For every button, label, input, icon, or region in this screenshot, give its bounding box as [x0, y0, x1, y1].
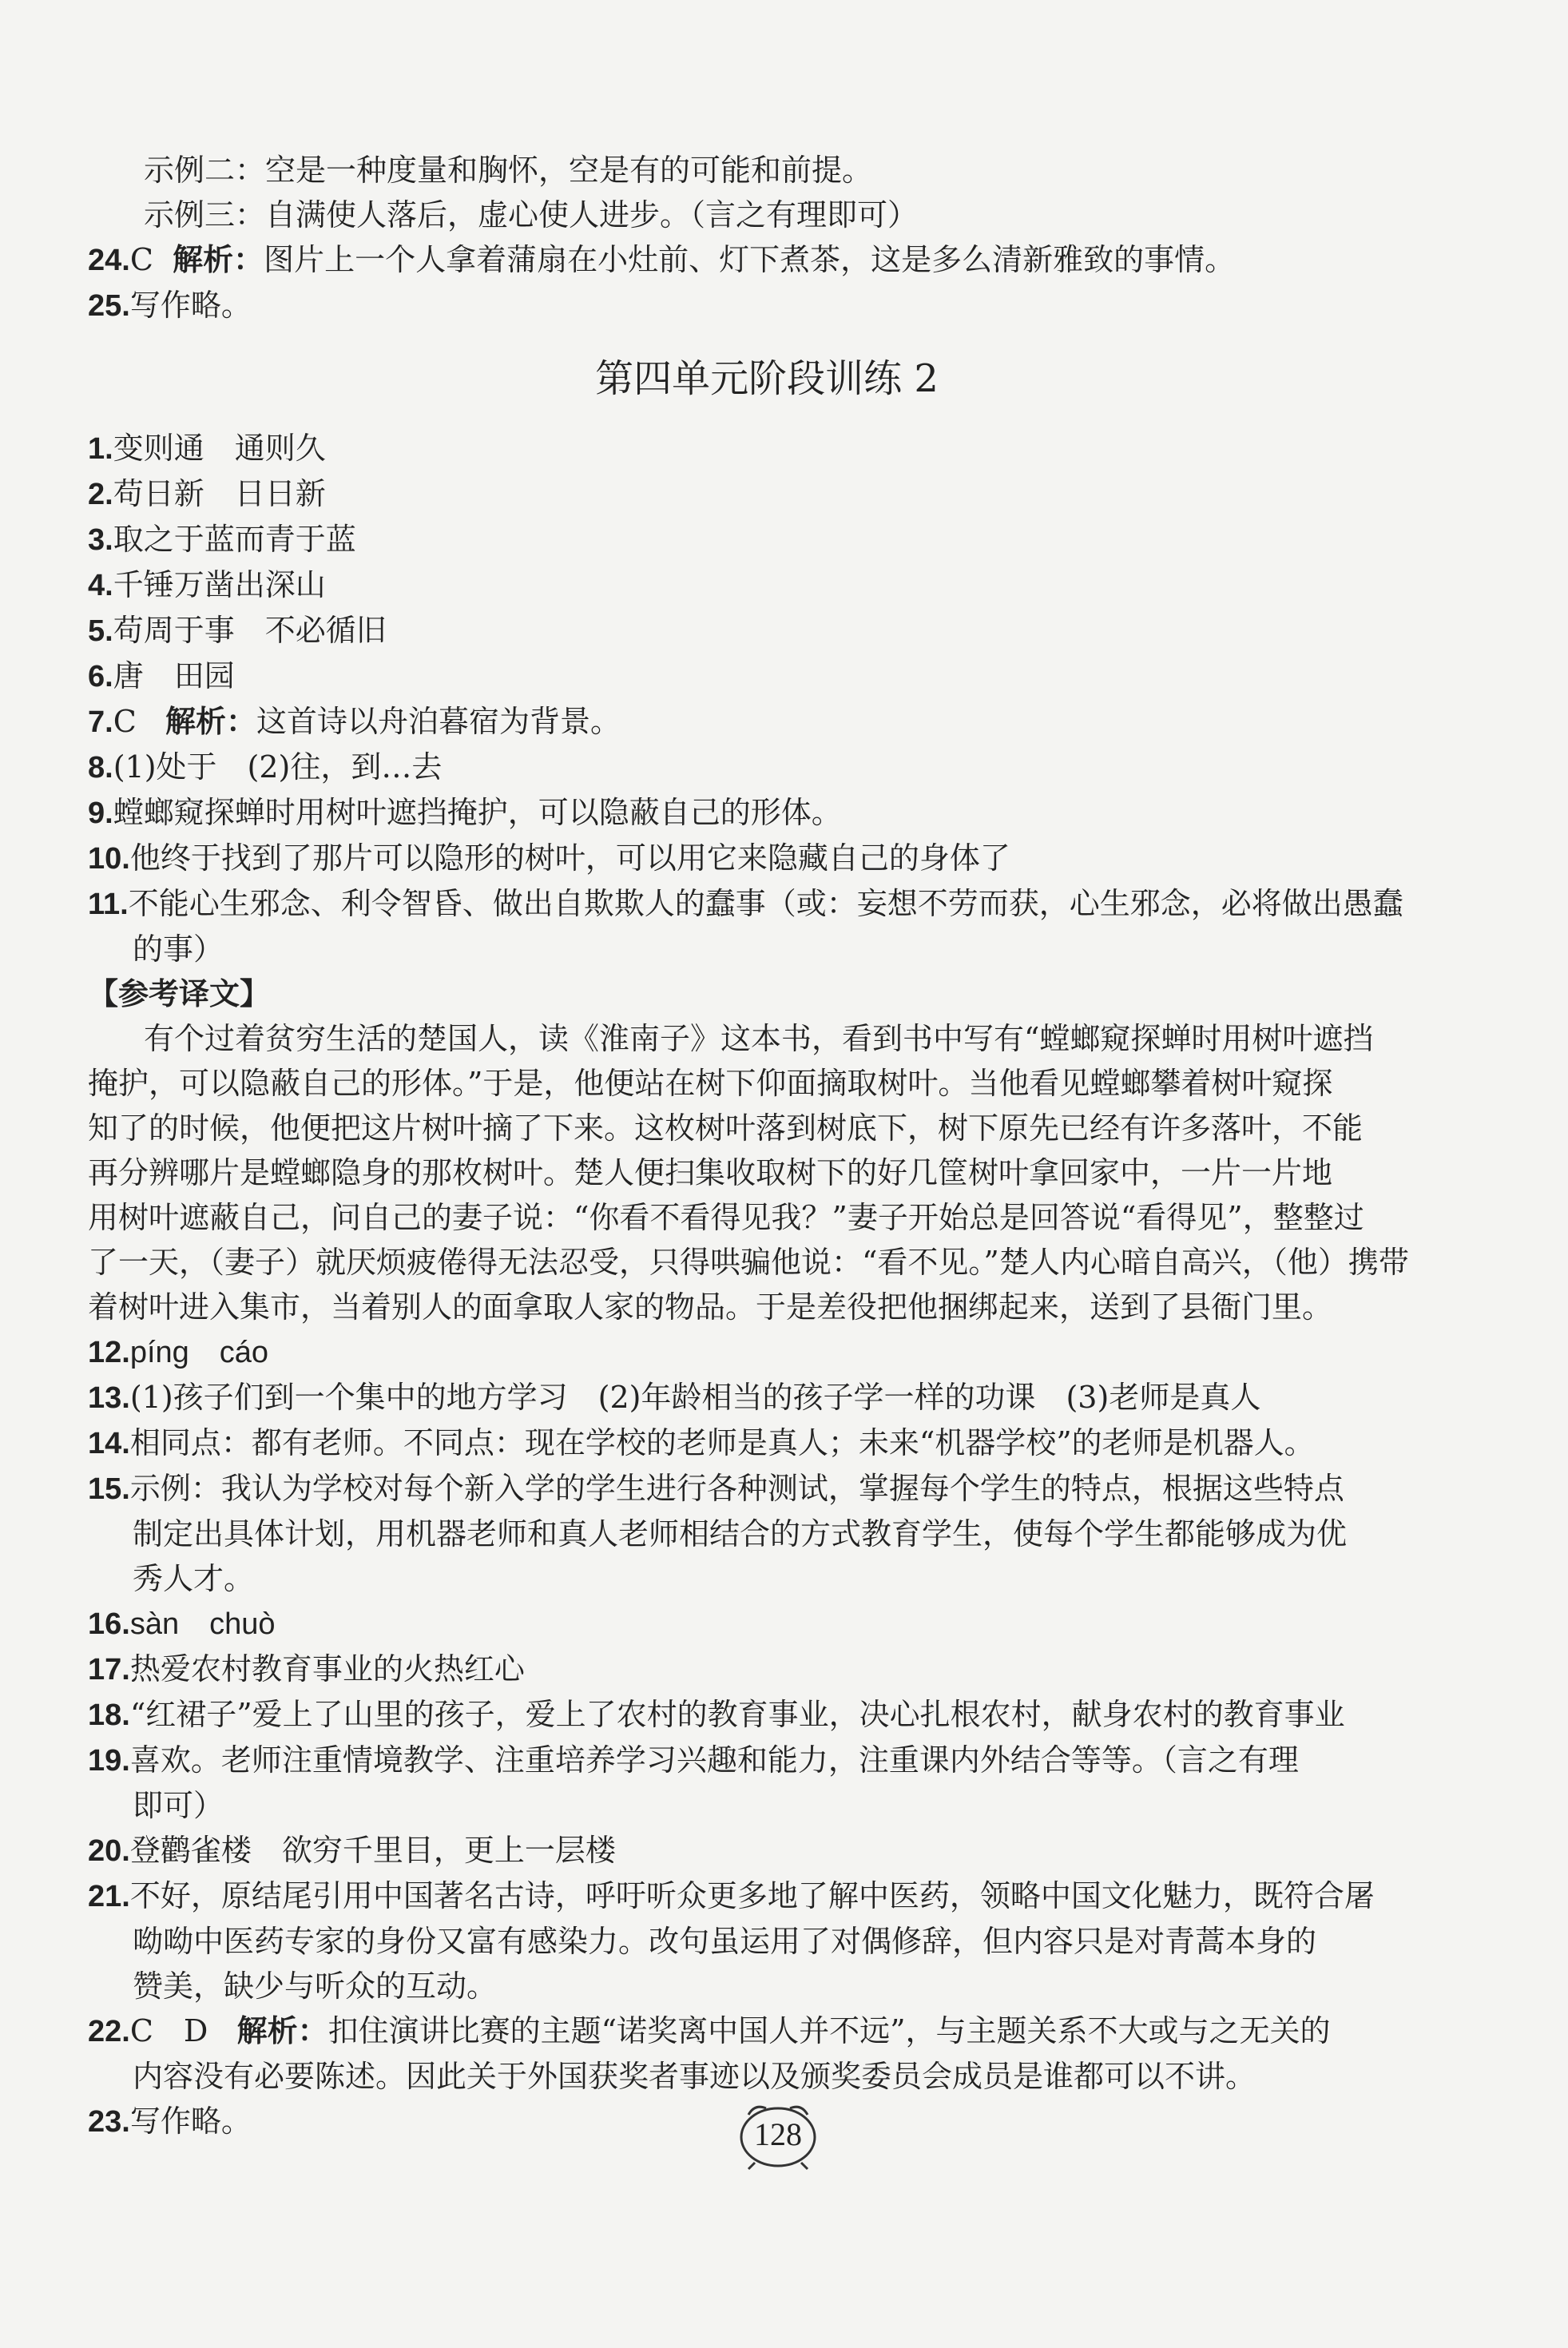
item-number: 21.	[88, 1880, 130, 1913]
item-text: (1)孩子们到一个集中的地方学习 (2)年龄相当的孩子学一样的功课 (3)老师是真人	[129, 1380, 1261, 1415]
list-item	[88, 654, 1446, 699]
item-number: 23.	[88, 2105, 130, 2139]
item-number: 18.	[88, 1698, 130, 1732]
item-line: 呦呦中医药专家的身份又富有感染力。改句虽运用了对偶修辞，但内容只是对青蒿本身的	[133, 1924, 1317, 1959]
answer-choice: C D	[129, 2013, 208, 2048]
analysis-label: 解析：	[165, 703, 257, 739]
item-line	[88, 2008, 1446, 2054]
list-item	[88, 471, 1446, 517]
answer-24	[88, 237, 1446, 283]
translation-line: 着树叶进入集市，当着别人的面拿取人家的物品。于是差役把他捆绑起来，送到了县衙门里。	[88, 1289, 1333, 1325]
item-text: 不能心生邪念、利令智昏、做出自欺欺人的蠢事（或：妄想不劳而获，心生邪念，必将做出愚蠢	[128, 886, 1403, 921]
item-line: 制定出具体计划，用机器老师和真人老师相结合的方式教育学生，使每个学生都能够成为优	[133, 1516, 1348, 1551]
item-number: 20.	[88, 1834, 130, 1868]
item-line	[88, 881, 1446, 927]
item-line	[88, 1738, 1446, 1783]
list-item	[88, 1466, 1446, 1601]
item-text: 千锤万凿出深山	[113, 567, 326, 602]
list-item	[88, 1692, 1446, 1738]
translation-line: 用树叶遮蔽自己，问自己的妻子说：“你看不看得见我？”妻子开始总是回答说“看得见”，整整过	[88, 1200, 1364, 1235]
item-text: (1)处于 (2)往，到…去	[113, 749, 443, 785]
answer-text: 写作略。	[129, 2104, 252, 2139]
item-number: 12.	[88, 1336, 130, 1369]
example-two: 示例二：空是一种度量和胸怀，空是有的可能和前提。	[144, 153, 873, 188]
item-number: 6.	[88, 660, 113, 693]
item-number: 19.	[88, 1744, 130, 1778]
item-number: 17.	[88, 1653, 130, 1687]
list-item	[88, 562, 1446, 608]
item-number: 3.	[88, 523, 113, 557]
analysis-label: 解析：	[236, 2012, 328, 2048]
list-item	[88, 1828, 1446, 1873]
answer-list-c	[88, 1329, 1446, 2008]
list-item	[88, 608, 1446, 654]
item-text: 喜欢。老师注重情境教学、注重培养学习兴趣和能力，注重课内外结合等等。（言之有理	[129, 1742, 1299, 1778]
section-title: 第四单元阶段训练 2	[595, 356, 939, 401]
item-text: 苟周于事 不必循旧	[113, 613, 387, 648]
list-item	[88, 1738, 1446, 1828]
item-number: 16.	[88, 1607, 130, 1641]
item-number: 8.	[88, 751, 113, 785]
item-number: 7.	[88, 705, 113, 739]
item-number: 10.	[88, 842, 130, 876]
item-number: 11.	[88, 888, 129, 921]
example-three: 示例三：自满使人落后，虚心使人进步。（言之有理即可）	[144, 197, 919, 232]
list-item	[88, 745, 1446, 790]
list-item	[88, 1601, 1446, 1647]
translation-line: 了一天，（妻子）就厌烦疲倦得无法忍受，只得哄骗他说：“看不见。”楚人内心暗自高兴，（他）携带	[88, 1245, 1409, 1280]
item-line: 赞美，缺少与听众的互动。	[133, 1969, 498, 2004]
item-number: 14.	[88, 1427, 130, 1460]
page-number-text: 128	[754, 2116, 802, 2152]
item-text: 相同点：都有老师。不同点：现在学校的老师是真人；未来“机器学校”的老师是机器人。	[129, 1425, 1315, 1460]
item-text: 唐 田园	[113, 658, 235, 693]
answer-7	[88, 699, 1446, 745]
item-text: 登鹳雀楼 欲穷千里目，更上一层楼	[129, 1833, 616, 1868]
translation-line: 掩护，可以隐蔽自己的形体。”于是，他便站在树下仰面摘取树叶。当他看见螳螂攀着树叶窥探	[88, 1066, 1333, 1101]
item-text: 苟日新 日日新	[113, 476, 326, 511]
item-line: 内容没有必要陈述。因此关于外国获奖者事迹以及颁奖委员会成员是谁都可以不讲。	[133, 2059, 1256, 2094]
list-item	[88, 836, 1446, 881]
item-number: 25.	[88, 289, 130, 323]
list-item	[88, 1375, 1446, 1420]
item-line	[88, 1873, 1446, 1919]
item-line	[88, 1466, 1446, 1512]
item-number: 13.	[88, 1381, 130, 1415]
item-number: 1.	[88, 432, 113, 466]
analysis-text: 这首诗以舟泊暮宿为背景。	[256, 704, 621, 739]
reference-translation	[88, 971, 1446, 1329]
list-item	[88, 790, 1446, 836]
item-text: 不好，原结尾引用中国著名古诗，呼吁听众更多地了解中医药，领略中国文化魅力，既符合屠	[129, 1878, 1375, 1913]
item-line: 的事）	[133, 932, 224, 967]
item-text: píng cáo	[129, 1336, 269, 1369]
list-item	[88, 517, 1446, 562]
item-text: 他终于找到了那片可以隐形的树叶，可以用它来隐藏自己的身体了	[129, 840, 1010, 876]
answer-content	[88, 148, 1446, 2144]
list-item	[88, 1420, 1446, 1466]
item-text: “红裙子”爱上了山里的孩子，爱上了农村的教育事业，决心扎根农村，献身农村的教育事业	[129, 1697, 1345, 1732]
item-line: 秀人才。	[133, 1561, 255, 1596]
answer-choice: C	[113, 704, 137, 739]
list-item	[88, 1329, 1446, 1375]
page-number	[731, 2097, 825, 2171]
item-number: 5.	[88, 614, 113, 648]
answer-choice: C	[129, 242, 153, 277]
answer-list-a	[88, 426, 1446, 699]
answer-list-b	[88, 745, 1446, 881]
item-number: 22.	[88, 2015, 130, 2048]
analysis-label: 解析：	[173, 241, 264, 277]
list-item	[88, 1647, 1446, 1692]
translation-line: 知了的时候，他便把这片树叶摘了下来。这枚树叶落到树底下，树下原先已经有许多落叶，不能	[88, 1110, 1364, 1146]
item-text: 示例：我认为学校对每个新入学的学生进行各种测试，掌握每个学生的特点，根据这些特点	[129, 1471, 1344, 1506]
analysis-text: 图片上一个人拿着蒲扇在小灶前、灯下煮茶，这是多么清新雅致的事情。	[264, 242, 1236, 277]
item-text: sàn chuò	[129, 1607, 276, 1641]
item-text: 取之于蓝而青于蓝	[113, 522, 356, 557]
answer-text: 写作略。	[129, 288, 252, 323]
item-number: 9.	[88, 797, 113, 830]
item-number: 24.	[88, 244, 130, 277]
item-line: 即可）	[133, 1788, 224, 1823]
answer-22	[88, 2008, 1446, 2099]
item-number: 15.	[88, 1472, 130, 1506]
item-text: 螳螂窥探蝉时用树叶遮挡掩护，可以隐蔽自己的形体。	[113, 795, 842, 830]
answer-25	[88, 283, 1446, 328]
item-number: 2.	[88, 478, 113, 511]
analysis-text: 扣住演讲比赛的主题“诺奖离中国人并不远”，与主题关系不大或与之无关的	[327, 2013, 1331, 2048]
item-text: 热爱农村教育事业的火热红心	[129, 1651, 525, 1687]
list-item	[88, 426, 1446, 471]
answer-11	[88, 881, 1446, 971]
translation-line: 有个过着贫穷生活的楚国人，读《淮南子》这本书，看到书中写有“螳螂窥探蝉时用树叶遮挡	[144, 1021, 1374, 1056]
list-item	[88, 1873, 1446, 2008]
item-number: 4.	[88, 569, 113, 602]
translation-line: 再分辨哪片是螳螂隐身的那枚树叶。楚人便扫集收取树下的好几筐树叶拿回家中，一片一片地	[88, 1155, 1333, 1190]
item-text: 变则通 通则久	[113, 431, 326, 466]
translation-heading: 【参考译文】	[88, 975, 271, 1011]
